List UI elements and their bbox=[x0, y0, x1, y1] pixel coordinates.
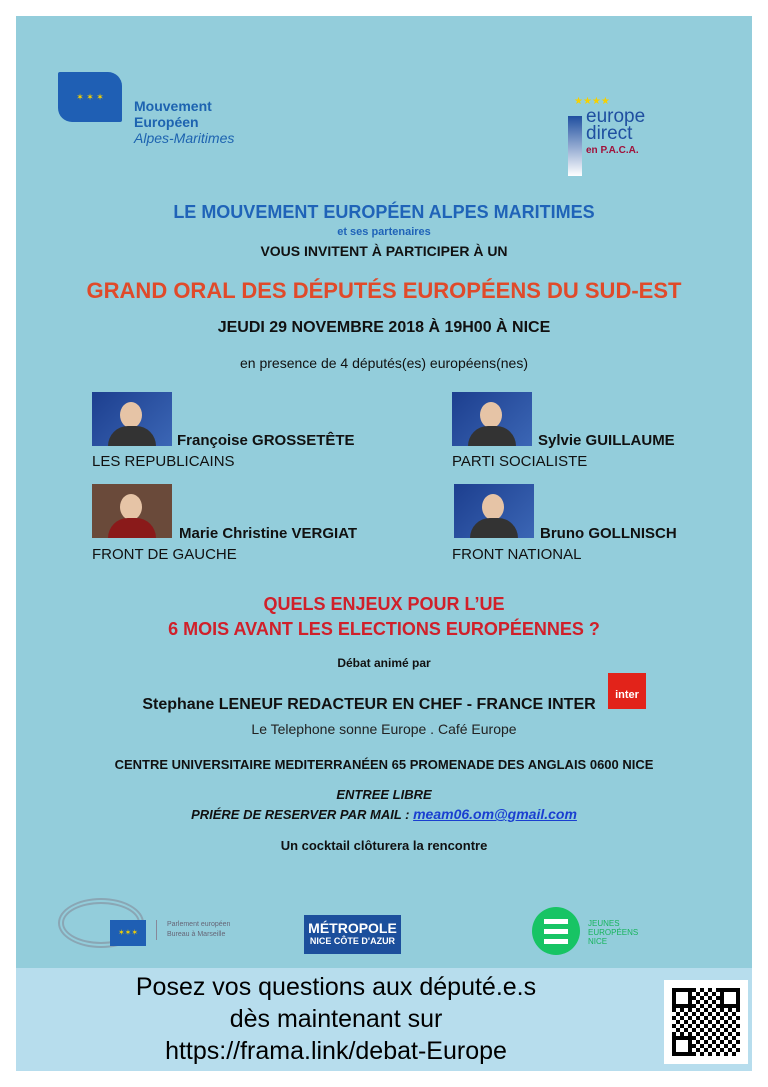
logo-text: EUROPÉENS bbox=[588, 928, 639, 937]
deputy-photo bbox=[92, 484, 172, 538]
theme-line: QUELS ENJEUX POUR L’UE bbox=[263, 594, 505, 614]
logo-text: Européen bbox=[134, 114, 199, 130]
band-text: dès maintenant sur bbox=[229, 1005, 443, 1033]
metropole-logo bbox=[304, 915, 401, 954]
event-title: GRAND ORAL DES DÉPUTÉS EUROPÉENS DU SUD-EST bbox=[86, 278, 682, 303]
logo-text: NICE bbox=[588, 937, 608, 946]
eu-flag-icon: ✶ ✶ ✶ bbox=[58, 72, 122, 122]
debate-show: Le Telephone sonne Europe . Café Europe bbox=[251, 721, 517, 737]
deputy-photo bbox=[92, 392, 172, 446]
deputy-name: Françoise GROSSETÊTE bbox=[177, 432, 355, 449]
deputy-party: PARTI SOCIALISTE bbox=[452, 453, 588, 470]
qr-code-icon[interactable] bbox=[664, 980, 748, 1064]
logo-text: MÉTROPOLE bbox=[308, 920, 397, 936]
deputy-party: LES REPUBLICAINS bbox=[92, 453, 235, 470]
europe-direct-logo bbox=[566, 96, 666, 196]
deputy-name: Sylvie GUILLAUME bbox=[538, 432, 675, 449]
logo-text: Mouvement bbox=[134, 98, 212, 114]
parlement-europeen-logo: ✶✶✶ Parlement européen Bureau à Marseille bbox=[58, 898, 248, 954]
deputy-photo bbox=[452, 392, 532, 446]
invite-text: VOUS INVITENT À PARTICIPER À UN bbox=[260, 243, 508, 259]
france-inter-logo: inter bbox=[608, 673, 646, 709]
logo-text: JEUNES bbox=[588, 919, 620, 928]
band-text: Posez vos questions aux député.e.s bbox=[135, 973, 537, 1001]
presence-text: en presence de 4 députés(es) européens(nes) bbox=[240, 355, 528, 371]
deputy-photo bbox=[454, 484, 534, 538]
reserve-line bbox=[16, 806, 752, 822]
stars-icon: ★★★★ bbox=[574, 96, 610, 107]
jeunes-europeens-logo bbox=[532, 907, 652, 957]
deputy-party: FRONT DE GAUCHE bbox=[92, 546, 237, 563]
email-link[interactable]: meam06.om@gmail.com bbox=[413, 806, 577, 822]
band-url[interactable]: https://frama.link/debat-Europe bbox=[165, 1037, 507, 1065]
theme-line: 6 MOIS AVANT LES ELECTIONS EUROPÉENNES ? bbox=[168, 619, 600, 639]
logo-text: Bureau à Marseille bbox=[167, 931, 226, 938]
logo-text: Parlement européen bbox=[167, 921, 231, 928]
organizer-heading: LE MOUVEMENT EUROPÉEN ALPES MARITIMES bbox=[173, 202, 595, 222]
logo-text: europe bbox=[586, 106, 646, 127]
deputy-party: FRONT NATIONAL bbox=[452, 546, 582, 563]
deputy-name: Bruno GOLLNISCH bbox=[540, 525, 677, 542]
partners-text: et ses partenaires bbox=[337, 226, 431, 238]
poster bbox=[16, 16, 752, 1071]
venue-text: CENTRE UNIVERSITAIRE MEDITERRANÉEN 65 PROMENADE DES ANGLAIS 0600 NICE bbox=[114, 757, 654, 772]
deputy-name: Marie Christine VERGIAT bbox=[179, 525, 358, 542]
debate-label: Débat animé par bbox=[337, 656, 431, 670]
logo-text: direct bbox=[586, 123, 633, 144]
entry-text: ENTREE LIBRE bbox=[336, 787, 432, 802]
logo-text: en P.A.C.A. bbox=[586, 145, 639, 156]
event-date: JEUDI 29 NOVEMBRE 2018 À 19H00 À NICE bbox=[217, 319, 551, 336]
logo-text: Alpes-Maritimes bbox=[134, 130, 235, 146]
cocktail-text: Un cocktail clôturera la rencontre bbox=[280, 838, 488, 853]
logo-text: NICE CÔTE D'AZUR bbox=[309, 936, 396, 946]
questions-band bbox=[16, 968, 752, 1071]
reserve-label: PRIÉRE DE RESERVER PAR MAIL : bbox=[191, 807, 410, 822]
mouvement-europeen-logo bbox=[134, 98, 234, 146]
debate-host: Stephane LENEUF REDACTEUR EN CHEF - FRANCE INTER bbox=[142, 696, 596, 713]
